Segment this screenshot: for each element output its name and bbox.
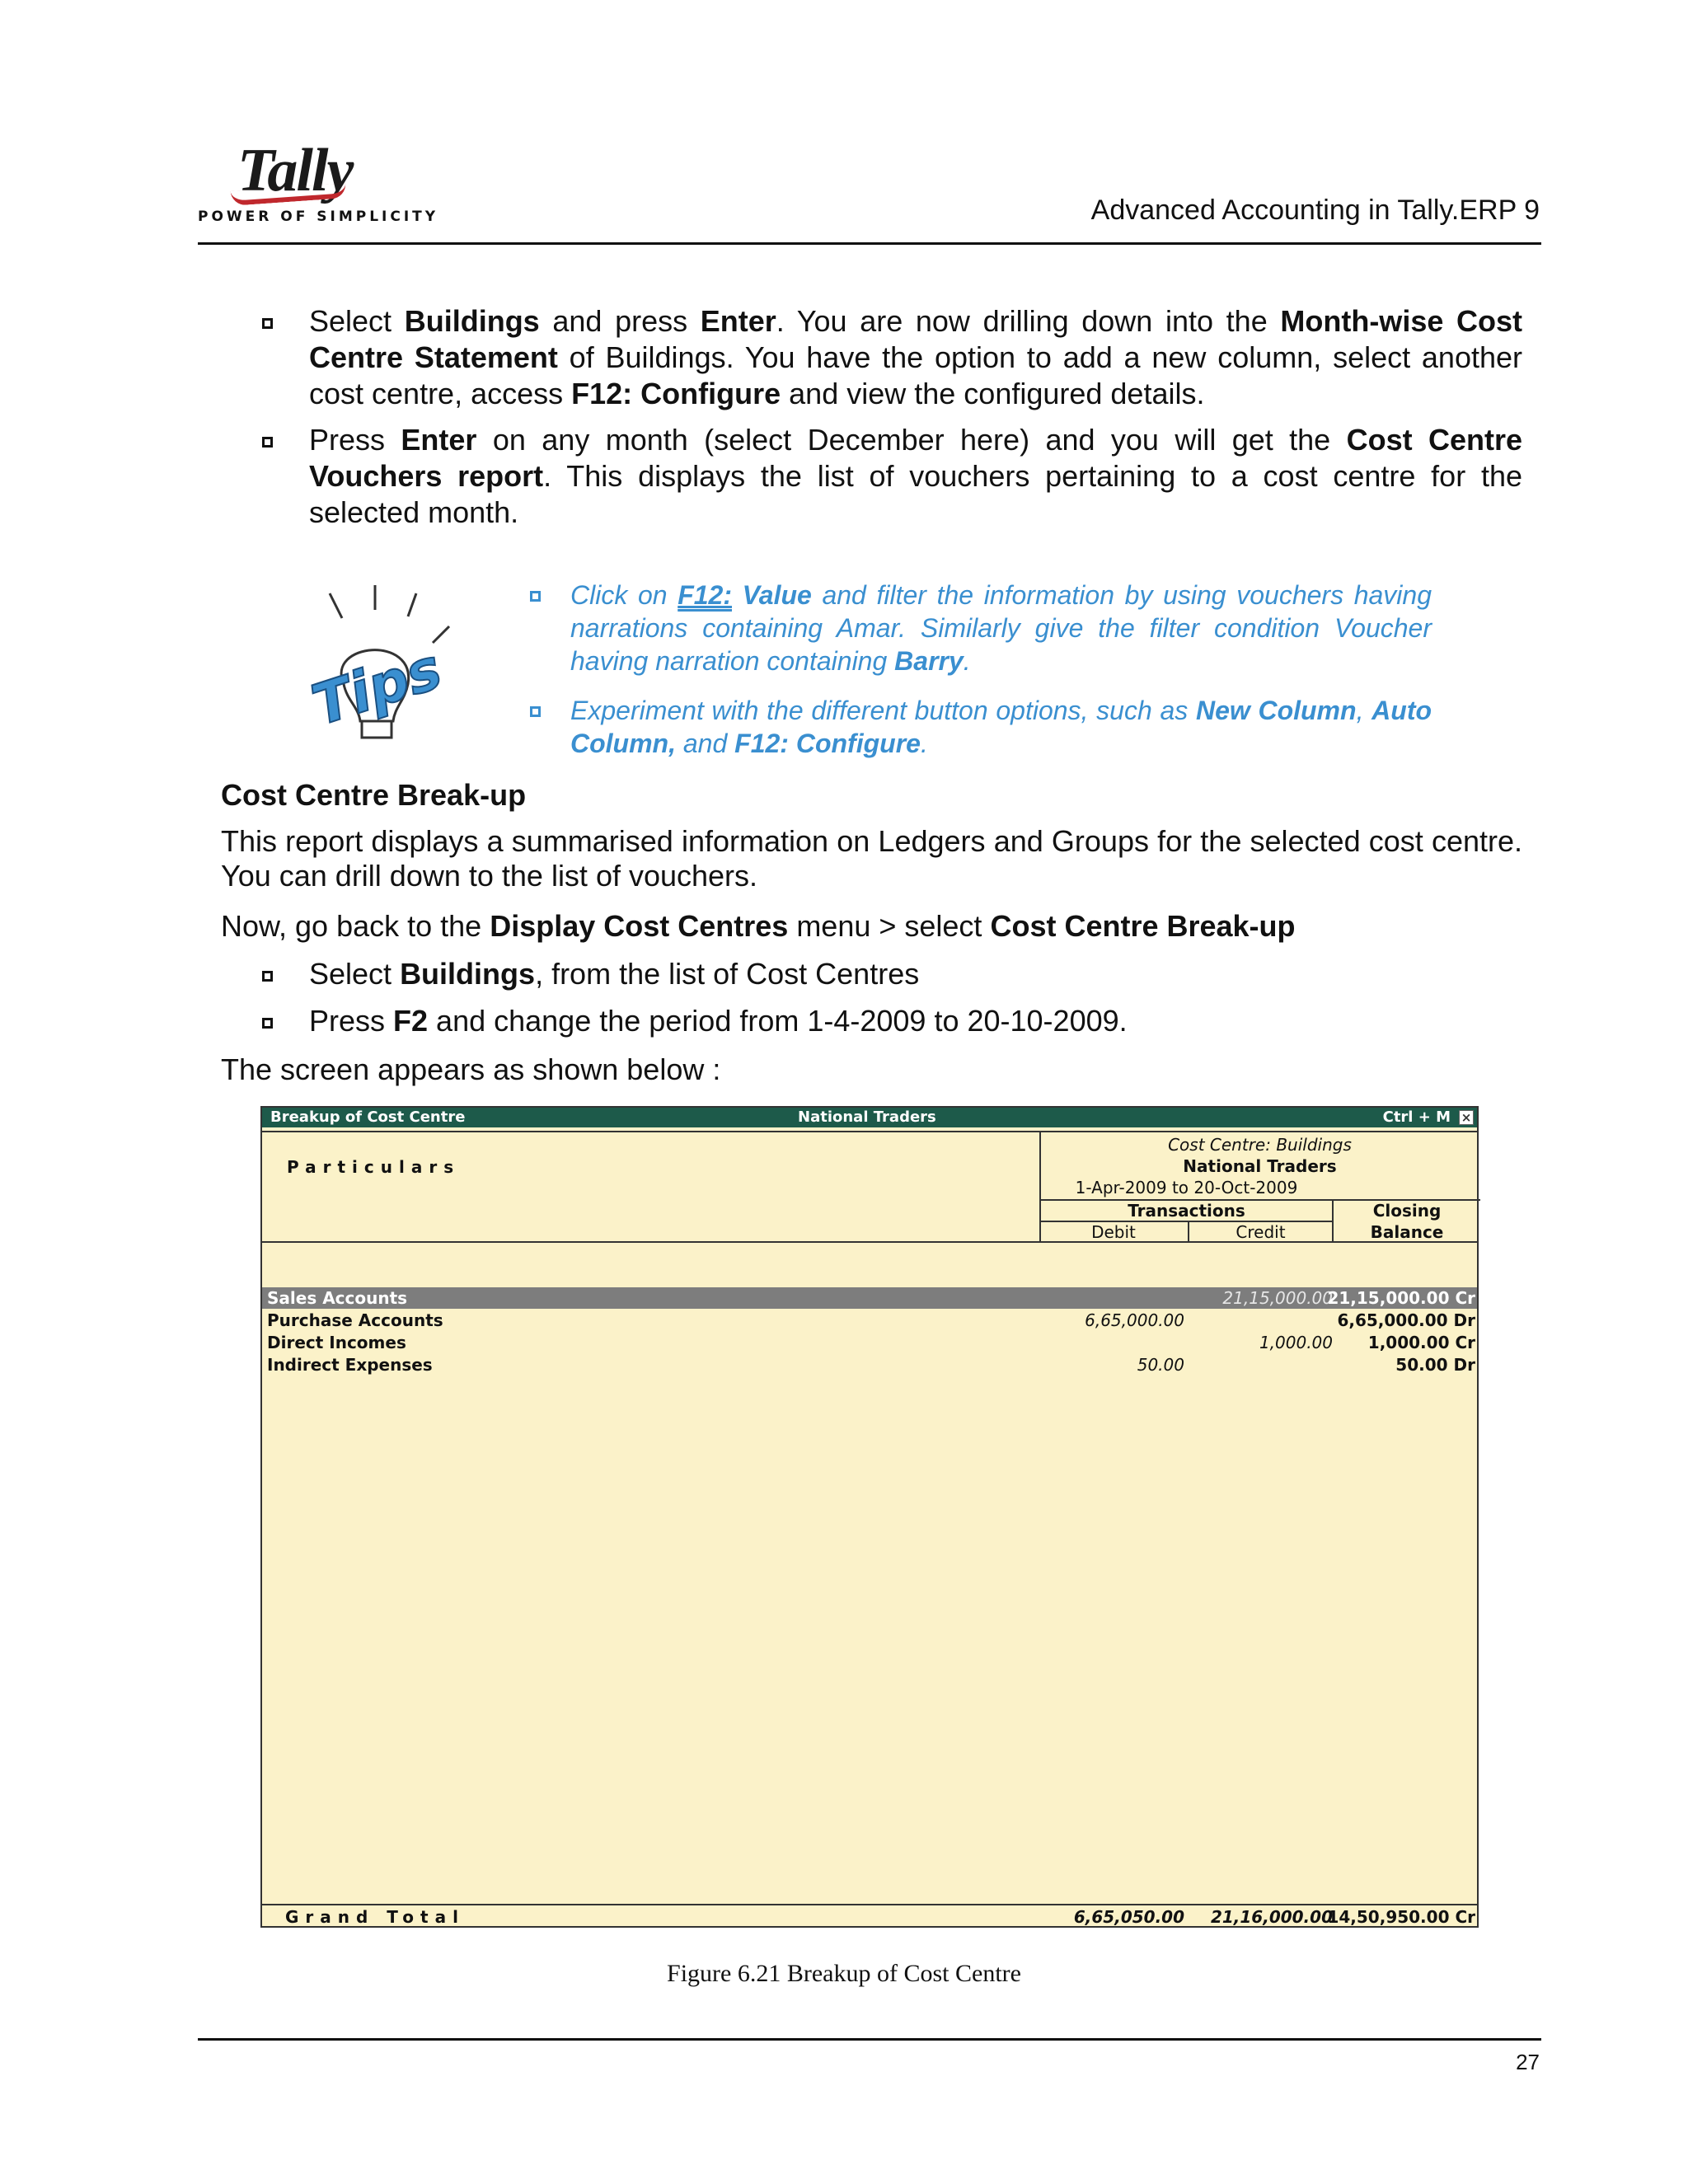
- tips-lightbulb-icon: [293, 585, 457, 750]
- company-label: National Traders: [1183, 1156, 1337, 1176]
- section-paragraph-menu: [221, 908, 1522, 944]
- bold-text-run: Value: [732, 580, 812, 610]
- bold-text-run: Auto Column,: [570, 696, 1432, 758]
- svg-text:Tips: Tips: [304, 636, 450, 739]
- row-credit: 1,000.00: [1259, 1333, 1333, 1352]
- text-run: on any month (select December here) and you will get the: [476, 423, 1347, 457]
- row-name: Purchase Accounts: [267, 1310, 443, 1330]
- bold-text-run: Display Cost Centres: [490, 909, 789, 943]
- debit-header: Debit: [1091, 1222, 1136, 1242]
- bullet-square-icon: [262, 318, 273, 329]
- bold-text-run: Cost Centre Vouchers report: [309, 423, 1522, 493]
- tip-item: [570, 694, 1432, 760]
- text-run: .: [963, 646, 971, 676]
- header-rule: [198, 242, 1541, 245]
- balance-header: Balance: [1370, 1222, 1444, 1242]
- row-name: Sales Accounts: [267, 1288, 408, 1308]
- table-row[interactable]: [262, 1354, 1477, 1376]
- grand-total-debit: 6,65,050.00: [1073, 1907, 1184, 1927]
- text-run: menu > select: [788, 909, 991, 943]
- close-icon[interactable]: ×: [1459, 1110, 1474, 1125]
- table-row[interactable]: [262, 1310, 1477, 1331]
- screen-intro: The screen appears as shown below :: [221, 1052, 721, 1086]
- window-title-bar: [262, 1108, 1477, 1127]
- bold-text-run: Buildings: [400, 957, 536, 991]
- table-row[interactable]: [262, 1287, 1477, 1309]
- bullet-item: [309, 303, 1522, 412]
- bullet-square-icon: [262, 971, 273, 982]
- tip-item: [570, 579, 1432, 677]
- bullet-item: [309, 1003, 1522, 1039]
- table-row[interactable]: [262, 1332, 1477, 1353]
- text-run: and view the configured details.: [781, 377, 1205, 410]
- bold-text-run: Cost Centre Break-up: [990, 909, 1296, 943]
- text-run: Select: [309, 304, 405, 338]
- row-debit: 50.00: [1137, 1355, 1184, 1375]
- grand-total-row: [262, 1905, 1477, 1929]
- section-heading: Cost Centre Break-up: [221, 778, 527, 812]
- text-run: . This displays the list of vouchers pertaining to a cost centre for the selected month.: [309, 459, 1522, 529]
- cost-centre-label: Cost Centre: Buildings: [1168, 1135, 1352, 1155]
- bullet-item: [309, 956, 1522, 992]
- bullet-item: [309, 422, 1522, 531]
- text-run: and change the period from 1-4-2009 to 20-10-2009.: [428, 1004, 1128, 1038]
- text-run: . You are now drilling down into the: [776, 304, 1281, 338]
- logo-tagline: POWER OF SIMPLICITY: [198, 209, 439, 225]
- figure-caption: Figure 6.21 Breakup of Cost Centre: [667, 1960, 1021, 1987]
- text-run: Select: [309, 957, 401, 991]
- credit-header: Credit: [1236, 1222, 1286, 1242]
- bold-text-run: Enter: [401, 423, 477, 457]
- transactions-header: Transactions: [1128, 1201, 1245, 1221]
- header-title: Advanced Accounting in Tally.ERP 9: [1090, 194, 1540, 226]
- row-credit: 21,15,000.00: [1222, 1288, 1333, 1308]
- row-balance: 6,65,000.00 Dr: [1337, 1310, 1475, 1330]
- period-label[interactable]: 1-Apr-2009 to 20-Oct-2009: [1075, 1178, 1298, 1197]
- row-balance: 1,000.00 Cr: [1367, 1333, 1475, 1352]
- section-paragraph: This report displays a summarised information on Ledgers and Groups for the selected cost centre. You can drill down to the list of vouchers.: [221, 824, 1522, 893]
- bold-text-run: F12: Configure: [734, 729, 921, 758]
- text-run: Press: [309, 423, 401, 457]
- bullet-square-icon: [262, 437, 273, 448]
- grand-total-label: Grand Total: [285, 1907, 465, 1927]
- row-name: Indirect Expenses: [267, 1355, 433, 1375]
- bold-text-run: F2: [393, 1004, 429, 1038]
- footer-rule: [198, 2038, 1541, 2041]
- text-run: and filter the information by using vouchers having narrations containing Amar. Similarly give the filter condition Voucher having narration containing: [570, 580, 1432, 676]
- bold-text-run: F12: Configure: [571, 377, 781, 410]
- row-name: Direct Incomes: [267, 1333, 406, 1352]
- grand-total-credit: 21,16,000.00: [1210, 1907, 1333, 1927]
- text-run: Now, go back to the: [221, 909, 490, 943]
- text-run: .: [920, 729, 928, 758]
- page-number: 27: [1516, 2050, 1540, 2074]
- text-run: Press: [309, 1004, 394, 1038]
- text-run: Experiment with the different button options, such as: [570, 696, 1196, 725]
- bold-text-run: New Column: [1195, 696, 1357, 725]
- closing-header: Closing: [1372, 1201, 1442, 1221]
- text-run: and: [675, 729, 735, 758]
- row-balance: 21,15,000.00 Cr: [1327, 1288, 1475, 1308]
- bold-text-run: Enter: [700, 304, 776, 338]
- bold-text-run: Barry: [894, 646, 964, 676]
- text-run: ,: [1356, 696, 1372, 725]
- bold-text-run: Month-wise Cost Centre Statement: [309, 304, 1523, 374]
- grand-total-balance: 14,50,950.00 Cr: [1327, 1907, 1475, 1927]
- divider: [262, 1131, 1477, 1132]
- report-title: Breakup of Cost Centre: [270, 1108, 466, 1126]
- text-run: and press: [539, 304, 701, 338]
- text-run: of Buildings. You have the option to add a new column, select another cost centre, access: [309, 340, 1523, 410]
- bold-text-run: F12:: [678, 580, 732, 610]
- shortcut-label: Ctrl + M: [1382, 1108, 1451, 1126]
- bullet-square-icon: [262, 1018, 273, 1029]
- particulars-header: Particulars: [287, 1157, 461, 1177]
- tip-bullet-square-icon: [530, 591, 541, 602]
- row-balance: 50.00 Dr: [1395, 1355, 1475, 1375]
- logo-wordmark: Tally: [237, 137, 353, 204]
- text-run: , from the list of Cost Centres: [535, 957, 920, 991]
- tip-bullet-square-icon: [530, 706, 541, 717]
- company-name: National Traders: [798, 1108, 936, 1126]
- bold-text-run: Buildings: [404, 304, 540, 338]
- row-debit: 6,65,000.00: [1085, 1310, 1184, 1330]
- tally-logo: [198, 136, 439, 231]
- tally-report-window: [260, 1106, 1479, 1928]
- text-run: Click on: [570, 580, 678, 610]
